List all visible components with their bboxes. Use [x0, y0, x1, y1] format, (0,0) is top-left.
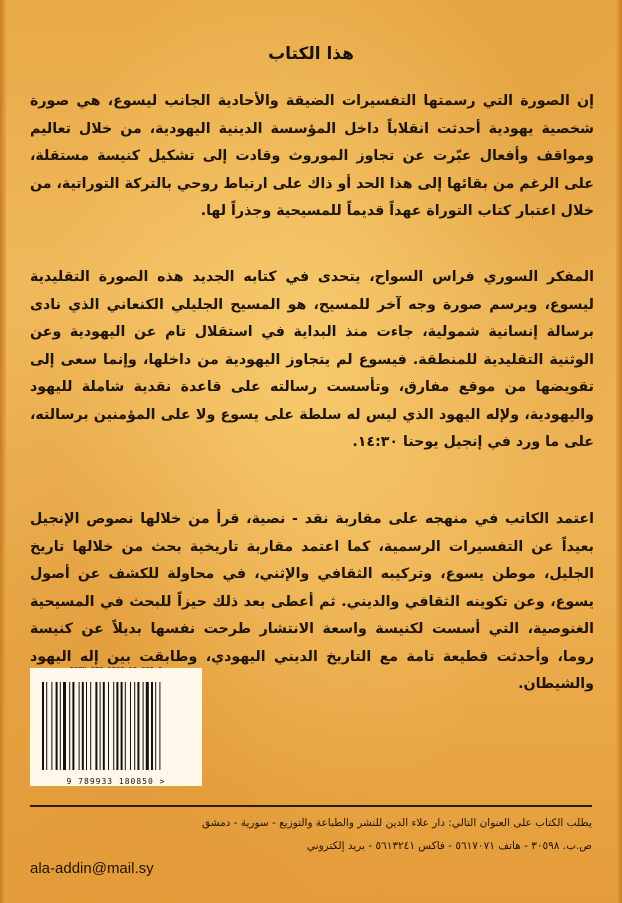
cover-right-edge — [616, 0, 622, 903]
cover-title: هذا الكتاب — [268, 44, 354, 64]
author-paragraph: المفكر السوري فراس السواح، يتحدى في كتابه الجديد هذه الصورة التقليدية ليسوع، ويرسم صورة وجه آخر للمسيح، هو المسيح الجليلي الكنعاني الذي نادى برسالة إنسانية شمولية، جاءت منذ البداية في استقلال تام عن اليهودية وعن الوثنية التقليدية للمنطقة. فيسوع لم يتجاوز اليهودية من داخلها، وإنما سعى إلى تقويضها من موقع مفارق، وتأسست رسالته على قاعدة نقدية شاملة لليهود واليهودية، ولإله اليهود الذي ليس له سلطة على يسوع ولا على المؤمنين برسالته، على ما ورد في إنجيل يوحنا ١٤:٣٠. — [30, 269, 594, 450]
isbn-barcode — [30, 668, 202, 786]
isbn-number: 9 789933 180850 > — [66, 777, 166, 786]
publisher-contact: ص.ب. ٣٠٥٩٨ - هاتف ٥٦١٧٠٧١ - فاكس ٥٦١٣٢٤١ - بريد إلكتروني — [306, 840, 592, 852]
publisher-email: ala-addin@mail.sy — [30, 860, 154, 877]
footer-divider — [30, 805, 592, 807]
intro-paragraph: إن الصورة التي رسمتها التفسيرات الضيقة والأحادية الجانب ليسوع، هي صورة شخصية يهودية أحدثت انقلاباً داخل المؤسسة الدينية اليهودية، من خلال تعاليم ومواقف وأفعال عبّرت عن تجاوز الموروث وقادت إلى تشكيل كنيسة مستقلة، على الرغم من بقائها إلى هذا الحد أو ذاك على ارتباط روحي بالتركة التوراتية، من خلال اعتبار كتاب التوراة عهداً قديماً للمسيحية وجذراً لها. — [30, 93, 594, 219]
cover-left-edge — [0, 0, 6, 903]
publisher-address: يطلب الكتاب على العنوان التالي: دار علاء الدين للنشر والطباعة والتوزيع - سورية - دمشق — [201, 817, 592, 829]
method-paragraph: اعتمد الكاتب في منهجه على مقاربة نقد - نصية، قرأ من خلالها نصوص الإنجيل بعيداً عن التفسيرات الرسمية، كما اعتمد مقاربة تاريخية بحث من خلالها تاريخ الجليل، موطن يسوع، وتركيبه الثقافي والإثني، في محاولة للكشف عن أصول يسوع، وعن تكوينه الثقافي والديني. ثم أعطى بعد ذلك حيزاً للبحث في المسيحية الغنوصية، التي أسست لكنيسة واسعة الانتشار طرحت نفسها بديلاً عن كنيسة روما، وأحدثت قطيعة تامة مع التاريخ الديني اليهودي، وطابقت بين إله اليهود والشيطان. — [30, 511, 594, 692]
